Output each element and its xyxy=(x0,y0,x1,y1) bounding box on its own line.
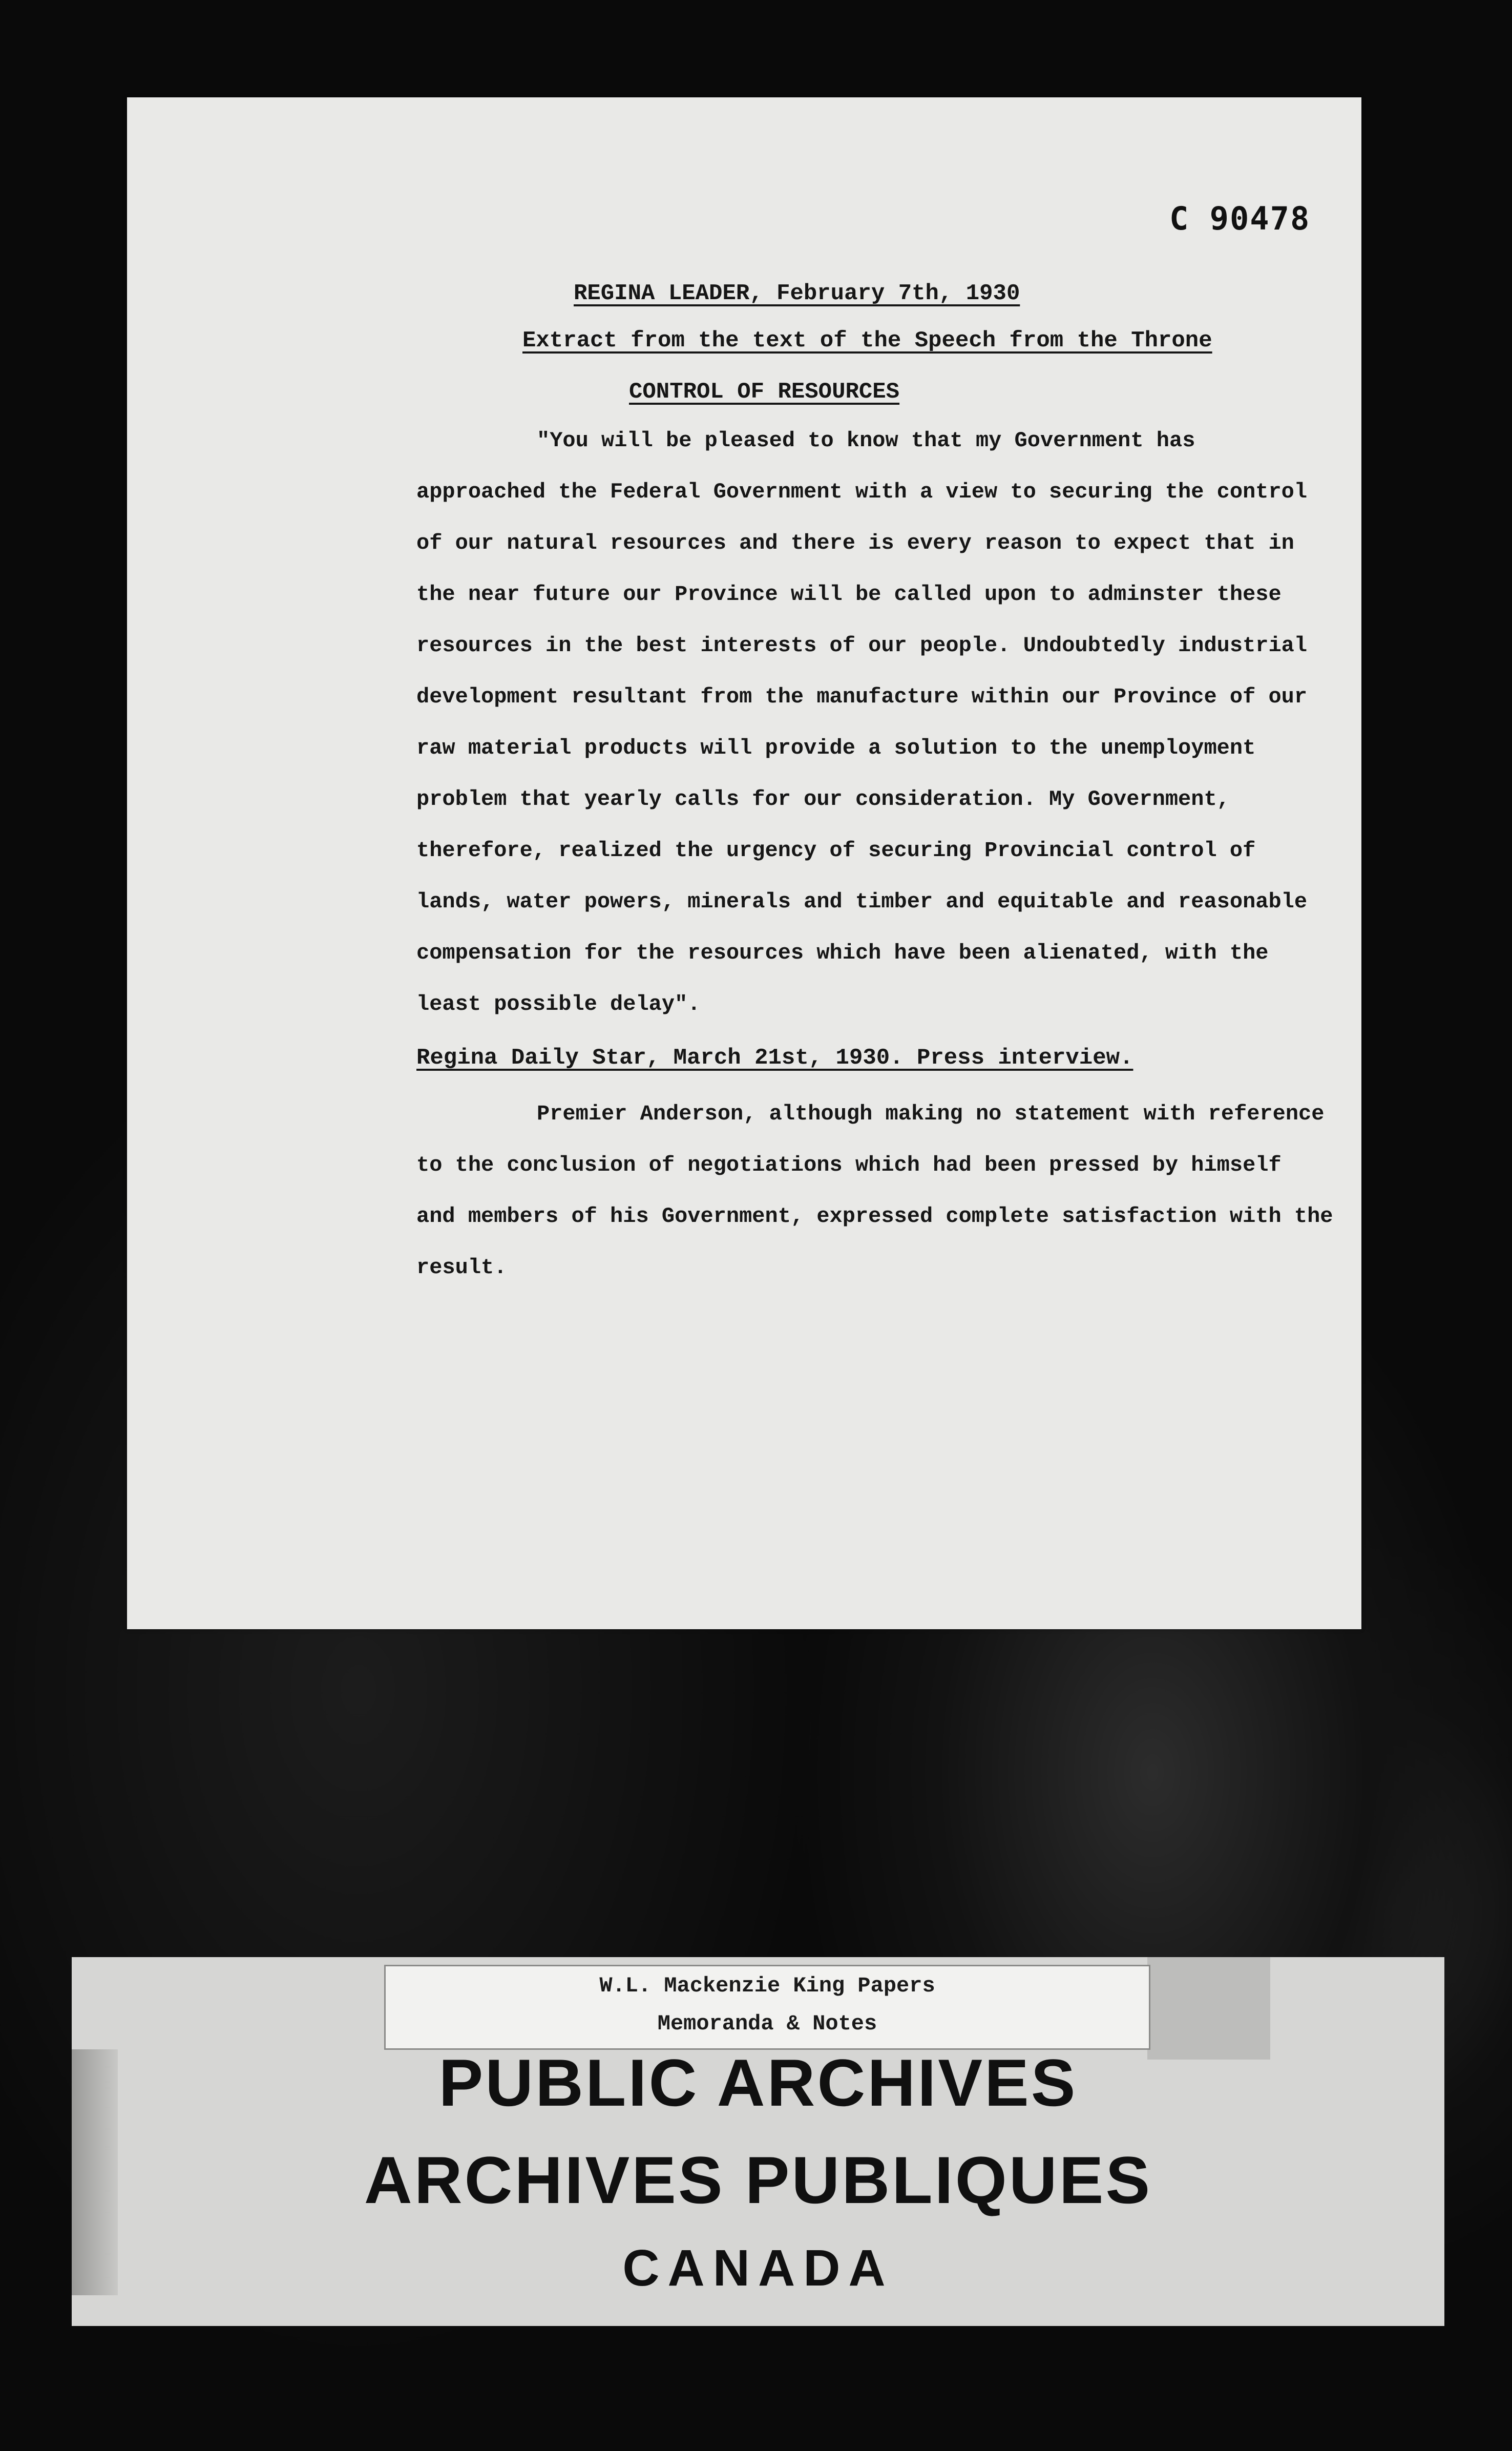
header-section-title: CONTROL OF RESOURCES xyxy=(629,379,900,405)
header-source: REGINA LEADER, February 7th, 1930 xyxy=(574,281,1020,306)
collection-name: W.L. Mackenzie King Papers xyxy=(599,1974,935,1998)
stamp-archives-publiques: ARCHIVES PUBLIQUES xyxy=(364,2143,1152,2217)
collection-series: Memoranda & Notes xyxy=(657,2011,877,2036)
document-page xyxy=(127,97,1361,1629)
quote-line: raw material products will provide a solution to the unemployment xyxy=(416,736,1256,760)
press-line: result. xyxy=(416,1255,507,1280)
quote-line: lands, water powers, minerals and timber and equitable and reasonable xyxy=(416,889,1308,914)
quote-line: problem that yearly calls for our consideration. My Government, xyxy=(416,787,1230,812)
quote-line: approached the Federal Government with a view to securing the control xyxy=(416,480,1308,504)
stamp-public-archives: PUBLIC ARCHIVES xyxy=(438,2045,1078,2120)
quote-line: the near future our Province will be called upon to adminster these xyxy=(416,582,1282,607)
quote-line: of our natural resources and there is every reason to expect that in xyxy=(416,531,1294,555)
header-extract: Extract from the text of the Speech from the Throne xyxy=(522,328,1212,354)
section-2-header: Regina Daily Star, March 21st, 1930. Press interview. xyxy=(416,1045,1133,1071)
collection-tag xyxy=(384,1965,1150,2050)
reference-number: C 90478 xyxy=(1169,200,1311,237)
quote-line: therefore, realized the urgency of securing Provincial control of xyxy=(416,838,1256,863)
quote-line: compensation for the resources which have been alienated, with the xyxy=(416,941,1269,965)
quote-line: least possible delay". xyxy=(416,992,701,1016)
quote-line: "You will be pleased to know that my Government has xyxy=(537,428,1195,453)
press-line: and members of his Government, expressed complete satisfaction with the xyxy=(416,1204,1333,1229)
press-line: to the conclusion of negotiations which had been pressed by himself xyxy=(416,1153,1282,1177)
press-line: Premier Anderson, although making no statement with reference xyxy=(537,1102,1325,1126)
quote-line: resources in the best interests of our people. Undoubtedly industrial xyxy=(416,633,1308,658)
quote-line: development resultant from the manufacture within our Province of our xyxy=(416,684,1308,709)
stamp-canada: CANADA xyxy=(622,2239,894,2297)
